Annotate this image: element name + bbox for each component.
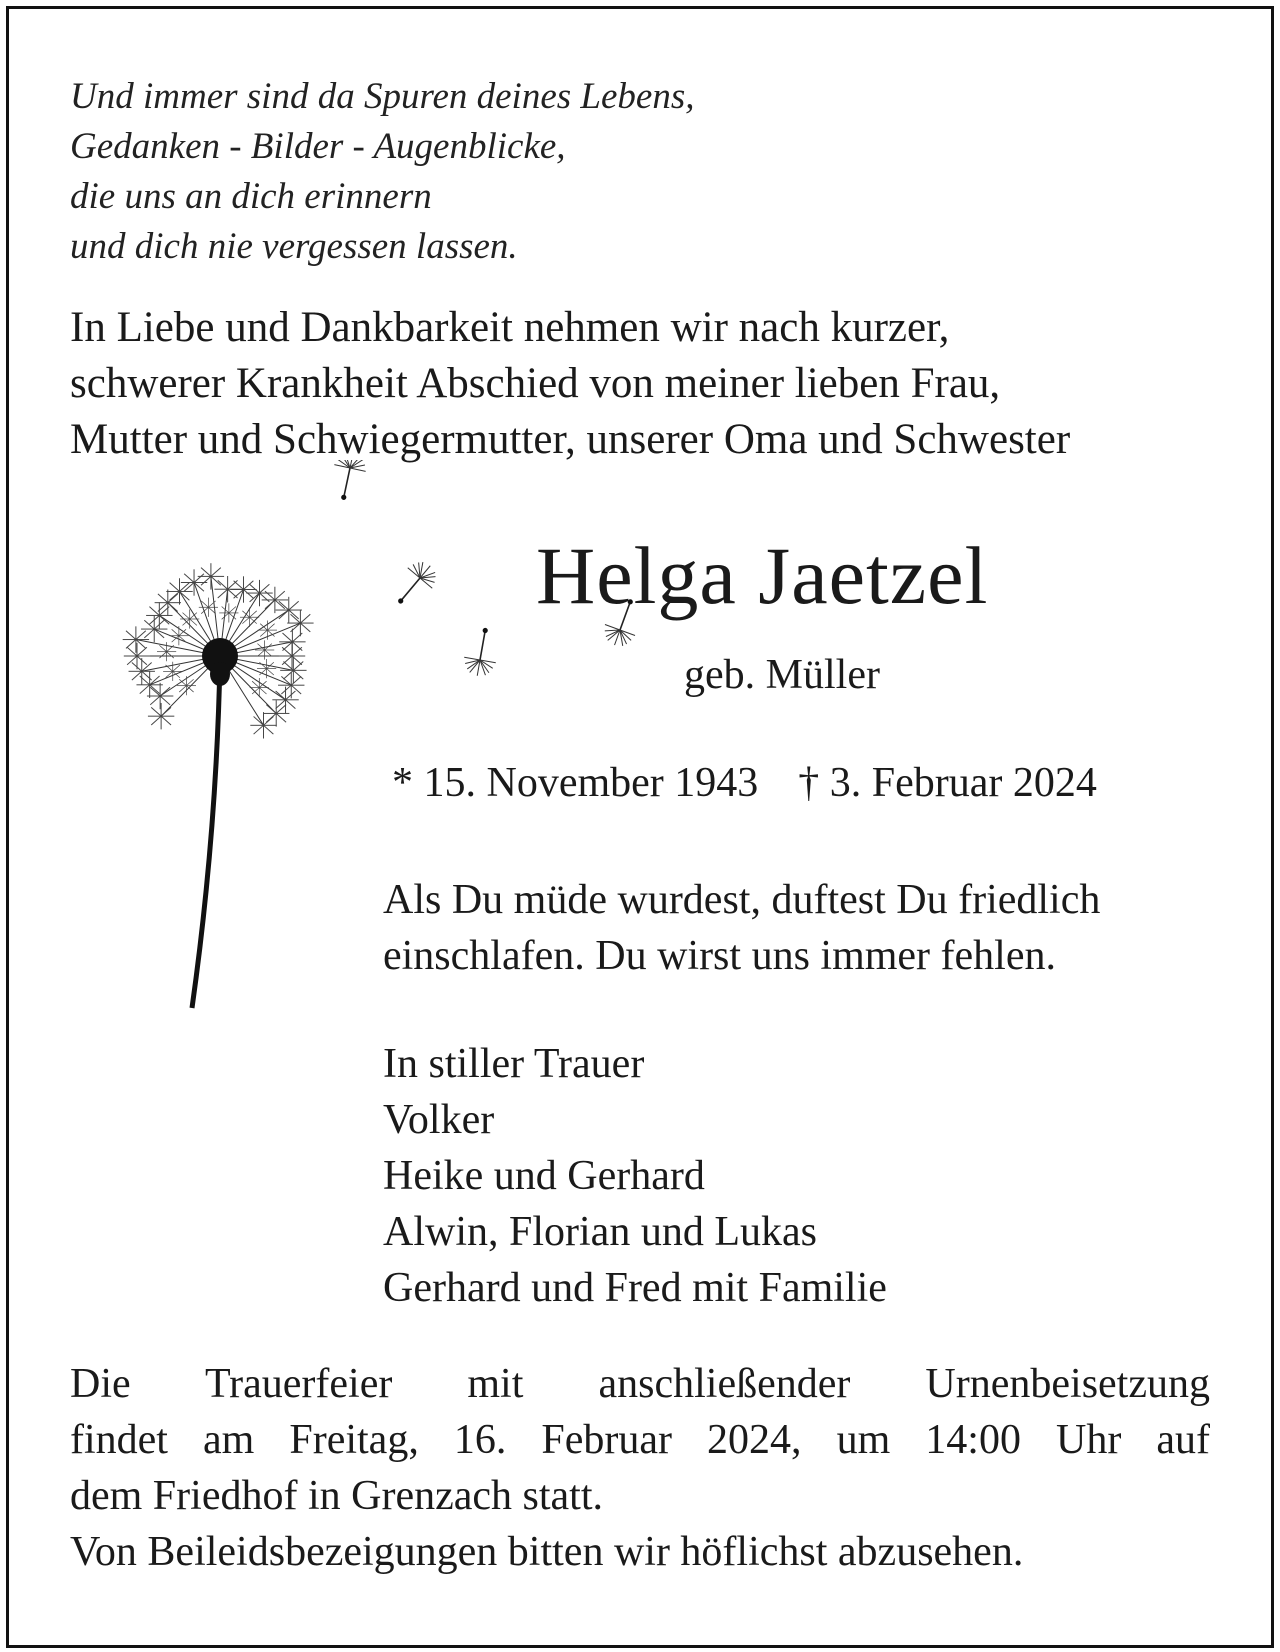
service-line: Von Beileidsbezeigungen bitten wir höflichst abzusehen. [70,1529,1024,1575]
maiden-name: geb. Müller [684,652,880,698]
poem-line: Und immer sind da Spuren deines Lebens, [70,76,695,117]
birth-date: * 15. November 1943 [392,760,759,806]
service-line: Die Trauerfeier mit anschließender Urnenbeisetzung [70,1361,1210,1407]
quote-line: einschlafen. Du wirst uns immer fehlen. [383,933,1056,979]
service-line: findet am Freitag, 16. Februar 2024, um 14:00 Uhr auf [70,1417,1210,1463]
life-dates [392,756,1097,810]
funeral-service-info [70,1356,1210,1580]
mourner-name: Volker [383,1097,495,1143]
mourners-heading: In stiller Trauer [383,1041,645,1087]
poem-line: und dich nie vergessen lassen. [70,226,518,267]
intro-line: Mutter und Schwiegermutter, unserer Oma und Schwester [70,416,1071,463]
memorial-poem [70,72,694,272]
poem-line: die uns an dich erinnern [70,176,432,217]
mourner-name: Heike und Gerhard [383,1153,705,1199]
intro-line: In Liebe und Dankbarkeit nehmen wir nach kurzer, [70,304,950,351]
mourner-name: Gerhard und Fred mit Familie [383,1265,887,1311]
mourners-list [383,1036,887,1316]
mourner-name: Alwin, Florian und Lukas [383,1209,817,1255]
intro-text [70,300,1070,468]
quote-line: Als Du müde wurdest, duftest Du friedlich [383,877,1101,923]
service-line: dem Friedhof in Grenzach statt. [70,1473,603,1519]
farewell-quote [383,872,1100,984]
poem-line: Gedanken - Bilder - Augenblicke, [70,126,566,167]
intro-line: schwerer Krankheit Abschied von meiner lieben Frau, [70,360,1001,407]
deceased-name: Helga Jaetzel [536,530,989,621]
death-date: † 3. Februar 2024 [798,760,1097,806]
